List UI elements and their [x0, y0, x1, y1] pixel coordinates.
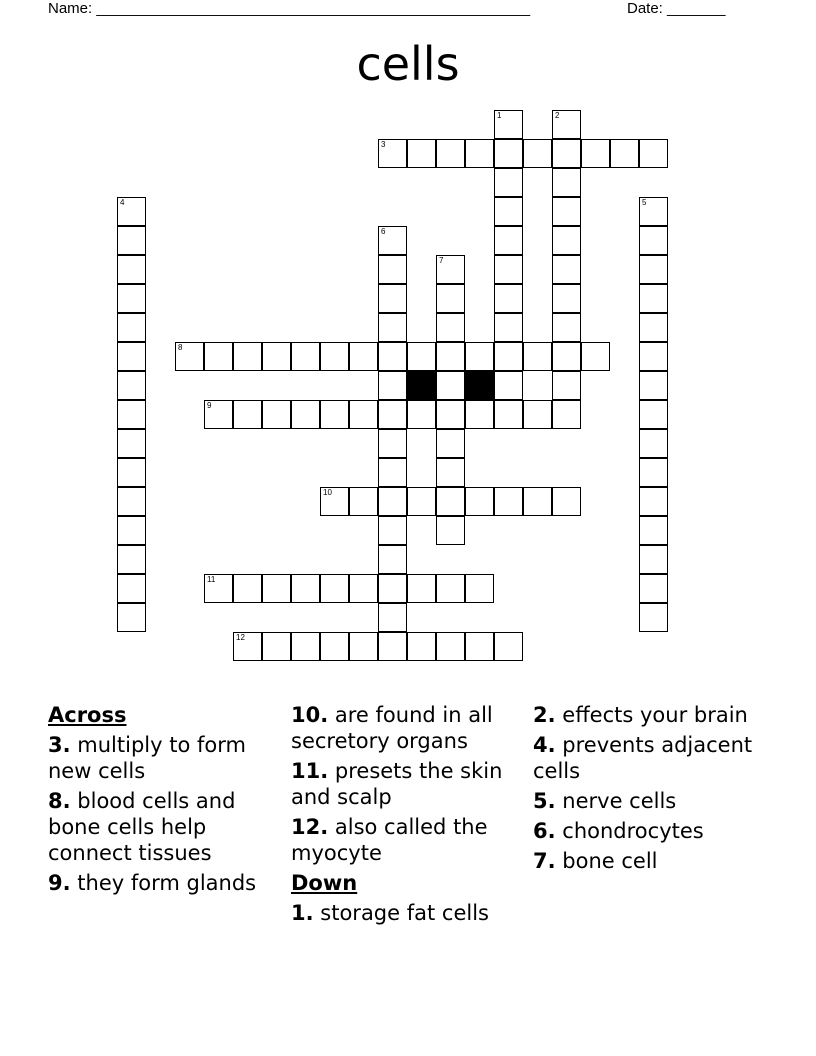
- black-square: [465, 371, 494, 400]
- crossword-cell[interactable]: [407, 400, 436, 429]
- crossword-cell[interactable]: [204, 400, 233, 429]
- crossword-cell[interactable]: [436, 487, 465, 516]
- crossword-cell[interactable]: [465, 400, 494, 429]
- clue-number-label: 9: [207, 401, 212, 410]
- crossword-cell[interactable]: [552, 371, 581, 400]
- clue-number: 12.: [291, 815, 329, 839]
- crossword-cell[interactable]: [407, 487, 436, 516]
- crossword-cell[interactable]: [117, 574, 146, 603]
- clue-across-10: [291, 702, 531, 754]
- crossword-cell[interactable]: [320, 400, 349, 429]
- clue-text: nerve cells: [562, 789, 677, 813]
- clue-across-11: [291, 758, 531, 810]
- crossword-cell[interactable]: [436, 458, 465, 487]
- crossword-cell[interactable]: [378, 313, 407, 342]
- crossword-cell[interactable]: [465, 632, 494, 661]
- clue-number-label: 12: [236, 633, 245, 642]
- crossword-cell[interactable]: [465, 139, 494, 168]
- crossword-cell[interactable]: [349, 632, 378, 661]
- crossword-cell[interactable]: [378, 255, 407, 284]
- clue-number-label: 11: [207, 575, 216, 584]
- crossword-cell[interactable]: [639, 458, 668, 487]
- crossword-cell[interactable]: [552, 110, 581, 139]
- crossword-cell[interactable]: [494, 284, 523, 313]
- crossword-cell[interactable]: [378, 632, 407, 661]
- crossword-cell[interactable]: [639, 313, 668, 342]
- clue-across-12: [291, 814, 531, 866]
- crossword-cell[interactable]: [436, 284, 465, 313]
- crossword-cell[interactable]: [204, 342, 233, 371]
- clue-text: storage fat cells: [320, 901, 489, 925]
- crossword-cell[interactable]: [378, 226, 407, 255]
- clue-number: 8.: [48, 789, 71, 813]
- crossword-cell[interactable]: [117, 313, 146, 342]
- crossword-cell[interactable]: [552, 487, 581, 516]
- crossword-cell[interactable]: [320, 342, 349, 371]
- crossword-cell[interactable]: [117, 458, 146, 487]
- crossword-cell[interactable]: [552, 139, 581, 168]
- clue-number-label: 4: [120, 198, 125, 207]
- crossword-cell[interactable]: [378, 603, 407, 632]
- crossword-cell[interactable]: [349, 487, 378, 516]
- crossword-cell[interactable]: [117, 516, 146, 545]
- crossword-cell[interactable]: [552, 342, 581, 371]
- name-field: Name: ____________________________________________________: [48, 0, 531, 17]
- clue-down-4: [533, 732, 763, 784]
- crossword-cell[interactable]: [378, 516, 407, 545]
- crossword-cell[interactable]: [117, 284, 146, 313]
- crossword-cell[interactable]: [407, 632, 436, 661]
- crossword-cell[interactable]: [639, 516, 668, 545]
- clue-text: multiply to form new cells: [48, 733, 246, 783]
- crossword-cell[interactable]: [291, 400, 320, 429]
- clue-text: presets the skin and scalp: [291, 759, 503, 809]
- crossword-cell[interactable]: [291, 342, 320, 371]
- clue-number-label: 3: [381, 140, 386, 149]
- crossword-cell[interactable]: [639, 342, 668, 371]
- crossword-cell[interactable]: [349, 574, 378, 603]
- clue-across-9: [48, 870, 283, 896]
- across-heading: Across: [48, 703, 127, 727]
- clue-number: 11.: [291, 759, 329, 783]
- crossword-cell[interactable]: [378, 400, 407, 429]
- crossword-cell[interactable]: [465, 574, 494, 603]
- crossword-cell[interactable]: [407, 574, 436, 603]
- clue-text: are found in all secretory organs: [291, 703, 493, 753]
- clues-column-2: [291, 702, 531, 930]
- crossword-cell[interactable]: [117, 545, 146, 574]
- crossword-cell[interactable]: [523, 400, 552, 429]
- crossword-cell[interactable]: [407, 342, 436, 371]
- crossword-cell[interactable]: [639, 139, 668, 168]
- page-title: cells: [356, 37, 460, 91]
- crossword-cell[interactable]: [494, 197, 523, 226]
- clues-column-1: [48, 702, 283, 900]
- crossword-cell[interactable]: [378, 458, 407, 487]
- clue-down-5: [533, 788, 763, 814]
- clue-down-7: [533, 848, 763, 874]
- crossword-cell[interactable]: [378, 371, 407, 400]
- crossword-cell[interactable]: [494, 342, 523, 371]
- crossword-cell[interactable]: [436, 574, 465, 603]
- crossword-cell[interactable]: [378, 342, 407, 371]
- clue-text: chondrocytes: [562, 819, 704, 843]
- crossword-cell[interactable]: [552, 226, 581, 255]
- crossword-cell[interactable]: [117, 197, 146, 226]
- crossword-cell[interactable]: [436, 400, 465, 429]
- clue-text: prevents adjacent cells: [533, 733, 753, 783]
- clue-across-8: [48, 788, 283, 866]
- crossword-cell[interactable]: [436, 139, 465, 168]
- crossword-cell[interactable]: [262, 400, 291, 429]
- crossword-cell[interactable]: [378, 545, 407, 574]
- crossword-cell[interactable]: [639, 429, 668, 458]
- clue-number-label: 5: [642, 198, 647, 207]
- crossword-cell[interactable]: [320, 574, 349, 603]
- crossword-cell[interactable]: [436, 632, 465, 661]
- clue-number: 3.: [48, 733, 71, 757]
- crossword-cell[interactable]: [436, 255, 465, 284]
- crossword-cell[interactable]: [291, 632, 320, 661]
- crossword-cell[interactable]: [262, 632, 291, 661]
- down-heading: Down: [291, 871, 358, 895]
- crossword-cell[interactable]: [639, 603, 668, 632]
- crossword-cell[interactable]: [378, 429, 407, 458]
- crossword-cell[interactable]: [349, 400, 378, 429]
- crossword-cell[interactable]: [494, 632, 523, 661]
- crossword-cell[interactable]: [436, 342, 465, 371]
- crossword-cell[interactable]: [639, 545, 668, 574]
- crossword-cell[interactable]: [233, 400, 262, 429]
- crossword-cell[interactable]: [494, 313, 523, 342]
- crossword-cell[interactable]: [117, 429, 146, 458]
- crossword-cell[interactable]: [494, 139, 523, 168]
- crossword-cell[interactable]: [494, 110, 523, 139]
- crossword-cell[interactable]: [175, 342, 204, 371]
- crossword-cell[interactable]: [639, 400, 668, 429]
- clue-number: 6.: [533, 819, 556, 843]
- clue-text: bone cell: [562, 849, 658, 873]
- crossword-cell[interactable]: [523, 342, 552, 371]
- crossword-cell[interactable]: [407, 139, 436, 168]
- crossword-cell[interactable]: [436, 371, 465, 400]
- crossword-cell[interactable]: [233, 342, 262, 371]
- crossword-cell[interactable]: [291, 574, 320, 603]
- crossword-cell[interactable]: [494, 400, 523, 429]
- crossword-cell[interactable]: [117, 371, 146, 400]
- crossword-cell[interactable]: [639, 487, 668, 516]
- crossword-cell[interactable]: [552, 313, 581, 342]
- crossword-cell[interactable]: [494, 255, 523, 284]
- crossword-cell[interactable]: [523, 487, 552, 516]
- crossword-cell[interactable]: [639, 371, 668, 400]
- crossword-cell[interactable]: [494, 168, 523, 197]
- crossword-cell[interactable]: [436, 516, 465, 545]
- crossword-cell[interactable]: [378, 284, 407, 313]
- clue-number: 7.: [533, 849, 556, 873]
- clues-column-3: [533, 702, 763, 878]
- black-square: [407, 371, 436, 400]
- crossword-cell[interactable]: [320, 632, 349, 661]
- crossword-cell[interactable]: [465, 487, 494, 516]
- clue-number: 9.: [48, 871, 71, 895]
- clue-number: 1.: [291, 901, 314, 925]
- crossword-cell[interactable]: [610, 139, 639, 168]
- crossword-cell[interactable]: [117, 255, 146, 284]
- crossword-cell[interactable]: [117, 226, 146, 255]
- crossword-cell[interactable]: [349, 342, 378, 371]
- crossword-cell[interactable]: [494, 371, 523, 400]
- crossword-cell[interactable]: [639, 226, 668, 255]
- crossword-cell[interactable]: [639, 255, 668, 284]
- crossword-cell[interactable]: [494, 226, 523, 255]
- clue-down-1: [291, 900, 531, 926]
- crossword-cell[interactable]: [494, 487, 523, 516]
- clue-number-label: 6: [381, 227, 386, 236]
- clue-text: also called the myocyte: [291, 815, 488, 865]
- crossword-cell[interactable]: [639, 574, 668, 603]
- clue-text: effects your brain: [562, 703, 748, 727]
- crossword-cell[interactable]: [117, 342, 146, 371]
- crossword-cell[interactable]: [639, 284, 668, 313]
- crossword-cell[interactable]: [117, 400, 146, 429]
- crossword-cell[interactable]: [639, 197, 668, 226]
- crossword-cell[interactable]: [523, 139, 552, 168]
- crossword-cell[interactable]: [320, 487, 349, 516]
- crossword-cell[interactable]: [436, 313, 465, 342]
- crossword-cell[interactable]: [117, 603, 146, 632]
- crossword-cell[interactable]: [378, 139, 407, 168]
- clue-number: 4.: [533, 733, 556, 757]
- clue-number: 10.: [291, 703, 329, 727]
- crossword-cell[interactable]: [262, 342, 291, 371]
- date-field: Date: _______: [627, 0, 726, 17]
- clue-down-6: [533, 818, 763, 844]
- clue-number-label: 1: [497, 111, 502, 120]
- crossword-cell[interactable]: [581, 139, 610, 168]
- clue-number-label: 7: [439, 256, 444, 265]
- crossword-cell[interactable]: [552, 400, 581, 429]
- clue-number: 5.: [533, 789, 556, 813]
- crossword-cell[interactable]: [581, 342, 610, 371]
- crossword-cell[interactable]: [552, 197, 581, 226]
- crossword-cell[interactable]: [117, 487, 146, 516]
- crossword-cell[interactable]: [233, 574, 262, 603]
- clue-number: 2.: [533, 703, 556, 727]
- crossword-cell[interactable]: [233, 632, 262, 661]
- crossword-cell[interactable]: [552, 168, 581, 197]
- clue-text: they form glands: [77, 871, 257, 895]
- clue-across-3: [48, 732, 283, 784]
- clue-number-label: 8: [178, 343, 183, 352]
- clue-text: blood cells and bone cells help connect tissues: [48, 789, 236, 865]
- clue-number-label: 2: [555, 111, 560, 120]
- crossword-cell[interactable]: [262, 574, 291, 603]
- crossword-cell[interactable]: [465, 342, 494, 371]
- crossword-cell[interactable]: [204, 574, 233, 603]
- crossword-cell[interactable]: [552, 255, 581, 284]
- crossword-cell[interactable]: [552, 284, 581, 313]
- clue-down-2: [533, 702, 763, 728]
- crossword-cell[interactable]: [378, 574, 407, 603]
- crossword-cell[interactable]: [378, 487, 407, 516]
- crossword-cell[interactable]: [436, 429, 465, 458]
- clue-number-label: 10: [323, 488, 332, 497]
